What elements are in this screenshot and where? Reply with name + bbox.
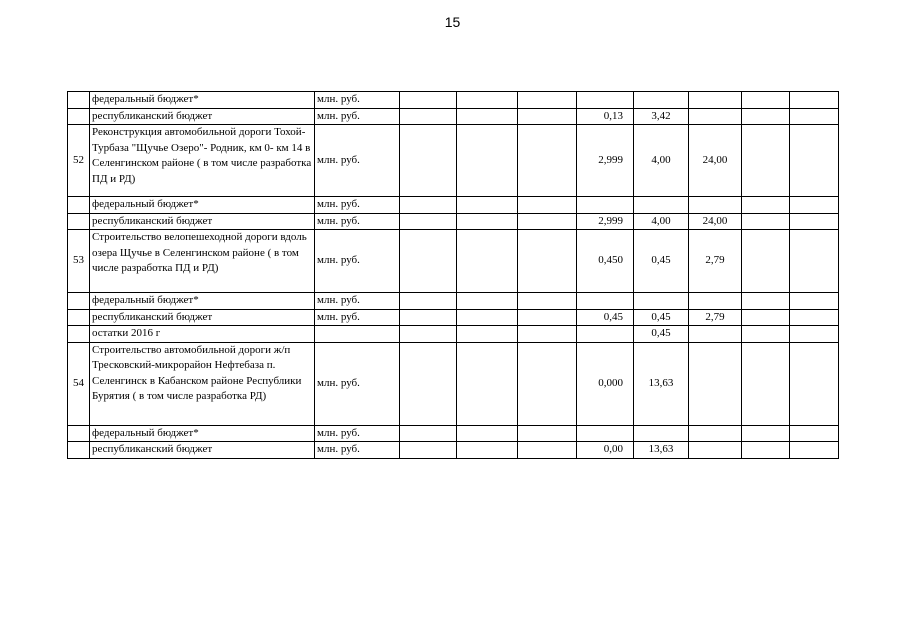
value-cell-3: [518, 342, 577, 425]
value-cell-4: 2,999: [577, 213, 634, 230]
table-row: [68, 197, 839, 214]
row-number-cell: [68, 92, 90, 109]
value-cell-7: [742, 293, 790, 310]
value-cell-2: [457, 293, 518, 310]
unit-cell: млн. руб.: [315, 309, 400, 326]
table-row: [68, 309, 839, 326]
value-cell-4: [577, 425, 634, 442]
value-cell-5: 4,00: [634, 125, 689, 197]
unit-cell: млн. руб.: [315, 230, 400, 293]
value-cell-3: [518, 326, 577, 343]
value-cell-7: [742, 108, 790, 125]
value-cell-3: [518, 213, 577, 230]
value-cell-3: [518, 125, 577, 197]
row-number-cell: [68, 425, 90, 442]
value-cell-2: [457, 125, 518, 197]
value-cell-6: 2,79: [689, 309, 742, 326]
value-cell-5: 0,45: [634, 326, 689, 343]
value-cell-7: [742, 197, 790, 214]
table-row: [68, 108, 839, 125]
value-cell-2: [457, 342, 518, 425]
table-row: [68, 442, 839, 459]
value-cell-4: [577, 326, 634, 343]
value-cell-7: [742, 342, 790, 425]
table-row: [68, 342, 839, 425]
description-cell: Строительство велопешеходной дороги вдоль озера Щучье в Селенгинском районе ( в том числе разработка ПД и РД): [90, 230, 315, 293]
unit-cell: млн. руб.: [315, 92, 400, 109]
value-cell-7: [742, 442, 790, 459]
value-cell-2: [457, 442, 518, 459]
description-cell: федеральный бюджет*: [90, 425, 315, 442]
value-cell-7: [742, 230, 790, 293]
table-row: [68, 125, 839, 197]
value-cell-2: [457, 309, 518, 326]
row-number-cell: [68, 326, 90, 343]
value-cell-1: [400, 213, 457, 230]
value-cell-8: [790, 326, 839, 343]
value-cell-8: [790, 309, 839, 326]
value-cell-7: [742, 213, 790, 230]
value-cell-3: [518, 92, 577, 109]
value-cell-1: [400, 309, 457, 326]
description-cell: республиканский бюджет: [90, 108, 315, 125]
value-cell-1: [400, 125, 457, 197]
value-cell-3: [518, 230, 577, 293]
row-number-cell: [68, 213, 90, 230]
unit-cell: млн. руб.: [315, 425, 400, 442]
value-cell-6: [689, 108, 742, 125]
value-cell-2: [457, 326, 518, 343]
unit-cell: млн. руб.: [315, 293, 400, 310]
value-cell-1: [400, 293, 457, 310]
table-row: [68, 92, 839, 109]
value-cell-6: [689, 92, 742, 109]
description-cell: федеральный бюджет*: [90, 197, 315, 214]
description-cell: остатки 2016 г: [90, 326, 315, 343]
value-cell-3: [518, 425, 577, 442]
description-cell: федеральный бюджет*: [90, 293, 315, 310]
description-cell: республиканский бюджет: [90, 213, 315, 230]
value-cell-6: [689, 425, 742, 442]
value-cell-8: [790, 125, 839, 197]
value-cell-6: 2,79: [689, 230, 742, 293]
value-cell-3: [518, 309, 577, 326]
value-cell-4: 0,000: [577, 342, 634, 425]
value-cell-1: [400, 342, 457, 425]
row-number-cell: [68, 442, 90, 459]
value-cell-5: [634, 92, 689, 109]
table-row: [68, 293, 839, 310]
description-cell: Реконструкция автомобильной дороги Тохой- Турбаза "Щучье Озеро"- Родник, км 0- км 14 в Селенгинском районе ( в том числе разработка ПД и РД): [90, 125, 315, 197]
value-cell-5: 4,00: [634, 213, 689, 230]
value-cell-5: [634, 197, 689, 214]
value-cell-5: 0,45: [634, 230, 689, 293]
value-cell-8: [790, 213, 839, 230]
row-number-cell: [68, 108, 90, 125]
value-cell-2: [457, 213, 518, 230]
row-number-cell: 52: [68, 125, 90, 197]
value-cell-6: [689, 197, 742, 214]
value-cell-1: [400, 425, 457, 442]
row-number-cell: 53: [68, 230, 90, 293]
value-cell-4: 0,450: [577, 230, 634, 293]
value-cell-1: [400, 108, 457, 125]
value-cell-8: [790, 293, 839, 310]
unit-cell: млн. руб.: [315, 197, 400, 214]
value-cell-8: [790, 342, 839, 425]
value-cell-3: [518, 293, 577, 310]
value-cell-6: 24,00: [689, 213, 742, 230]
description-cell: республиканский бюджет: [90, 442, 315, 459]
row-number-cell: [68, 309, 90, 326]
value-cell-4: 0,13: [577, 108, 634, 125]
value-cell-3: [518, 108, 577, 125]
value-cell-7: [742, 125, 790, 197]
value-cell-5: 13,63: [634, 342, 689, 425]
value-cell-6: [689, 326, 742, 343]
value-cell-6: [689, 442, 742, 459]
value-cell-6: [689, 342, 742, 425]
budget-table: [67, 91, 839, 459]
unit-cell: млн. руб.: [315, 213, 400, 230]
unit-cell: млн. руб.: [315, 108, 400, 125]
value-cell-1: [400, 326, 457, 343]
value-cell-7: [742, 92, 790, 109]
value-cell-2: [457, 197, 518, 214]
value-cell-6: 24,00: [689, 125, 742, 197]
row-number-cell: [68, 293, 90, 310]
value-cell-8: [790, 108, 839, 125]
unit-cell: млн. руб.: [315, 442, 400, 459]
description-cell: Строительство автомобильной дороги ж/п Тресковский-микрорайон Нефтебаза п. Селенгинск в Кабанском районе Республики Бурятия ( в том числе разработка РД): [90, 342, 315, 425]
value-cell-3: [518, 442, 577, 459]
value-cell-6: [689, 293, 742, 310]
value-cell-8: [790, 230, 839, 293]
value-cell-8: [790, 197, 839, 214]
value-cell-5: 0,45: [634, 309, 689, 326]
table-row: [68, 230, 839, 293]
value-cell-4: [577, 197, 634, 214]
unit-cell: млн. руб.: [315, 342, 400, 425]
value-cell-8: [790, 442, 839, 459]
value-cell-5: [634, 293, 689, 310]
table-row: [68, 213, 839, 230]
value-cell-4: 2,999: [577, 125, 634, 197]
value-cell-4: 0,45: [577, 309, 634, 326]
description-cell: республиканский бюджет: [90, 309, 315, 326]
description-cell: федеральный бюджет*: [90, 92, 315, 109]
value-cell-5: 3,42: [634, 108, 689, 125]
value-cell-2: [457, 230, 518, 293]
value-cell-2: [457, 92, 518, 109]
value-cell-5: [634, 425, 689, 442]
value-cell-1: [400, 442, 457, 459]
table-row: [68, 425, 839, 442]
value-cell-7: [742, 326, 790, 343]
table-row: [68, 326, 839, 343]
value-cell-4: 0,00: [577, 442, 634, 459]
page-number: 15: [444, 14, 461, 30]
value-cell-1: [400, 230, 457, 293]
value-cell-8: [790, 92, 839, 109]
row-number-cell: [68, 197, 90, 214]
value-cell-1: [400, 197, 457, 214]
value-cell-3: [518, 197, 577, 214]
value-cell-7: [742, 309, 790, 326]
value-cell-1: [400, 92, 457, 109]
value-cell-8: [790, 425, 839, 442]
value-cell-4: [577, 92, 634, 109]
unit-cell: [315, 326, 400, 343]
value-cell-4: [577, 293, 634, 310]
unit-cell: млн. руб.: [315, 125, 400, 197]
value-cell-2: [457, 425, 518, 442]
value-cell-7: [742, 425, 790, 442]
value-cell-2: [457, 108, 518, 125]
value-cell-5: 13,63: [634, 442, 689, 459]
row-number-cell: 54: [68, 342, 90, 425]
